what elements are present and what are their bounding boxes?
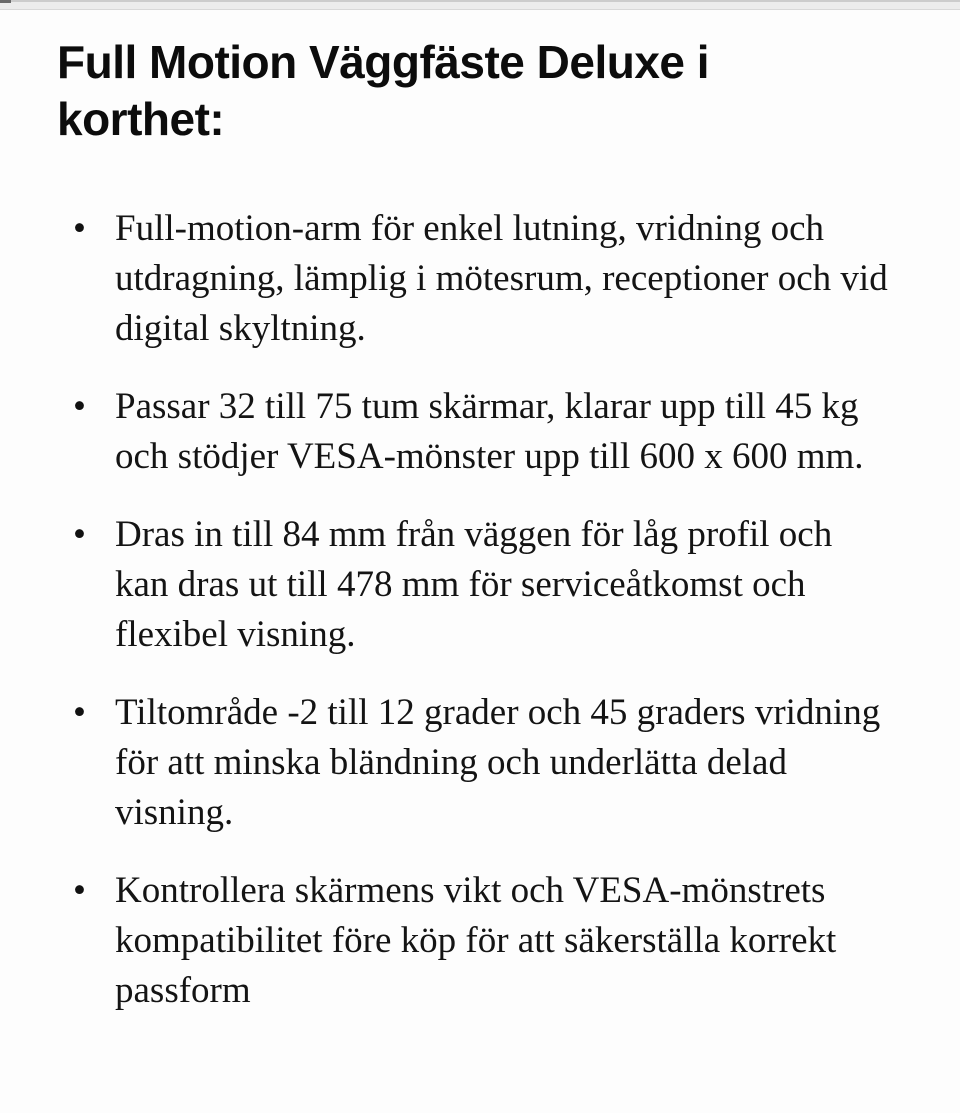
bullet-icon: • [73, 692, 86, 733]
bullet-text: Dras in till 84 mm från väggen för låg profil och kan dras ut till 478 mm för serviceåtkomst och flexibel visning. [115, 514, 833, 655]
bullet-text: Kontrollera skärmens vikt och VESA-mönstrets kompatibilitet före köp för att säkerställa korrekt passform [115, 870, 837, 1011]
bullet-icon: • [73, 386, 86, 427]
list-item [57, 866, 920, 1016]
top-left-corner-mark [0, 0, 11, 3]
bullet-icon: • [73, 514, 86, 555]
list-item [57, 688, 920, 838]
product-description [0, 10, 960, 1044]
bullet-text: Passar 32 till 75 tum skärmar, klarar upp till 45 kg och stödjer VESA-mönster upp till 600 x 600 mm. [115, 386, 864, 477]
bullet-icon: • [73, 208, 86, 249]
bullet-text: Tiltområde -2 till 12 grader och 45 graders vridning för att minska bländning och underlätta delad visning. [115, 692, 881, 833]
page-title: Full Motion Väggfäste Deluxe i korthet: [57, 36, 710, 145]
bullet-icon: • [73, 870, 86, 911]
list-item [57, 382, 920, 482]
list-item [57, 510, 920, 660]
top-window-strip [0, 0, 960, 10]
list-item [57, 204, 920, 354]
bullet-text: Full-motion-arm för enkel lutning, vridning och utdragning, lämplig i mötesrum, receptioner och vid digital skyltning. [115, 208, 888, 349]
feature-list [57, 204, 920, 1016]
